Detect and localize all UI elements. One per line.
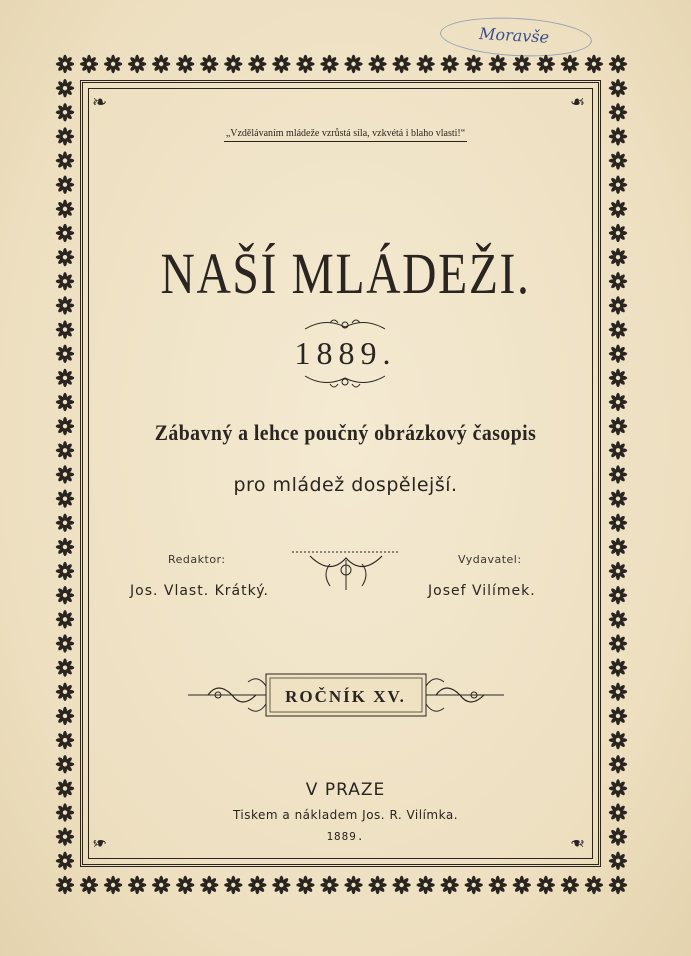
rosette-ornament [465,55,483,73]
rosette-ornament [176,876,194,894]
rosette-ornament [609,79,627,97]
city: V PRAZE [305,780,386,800]
rosette-ornament [609,755,627,773]
rosette-ornament [80,55,98,73]
rosette-ornament [561,55,579,73]
rosette-ornament [489,876,507,894]
rosette-ornament [104,876,122,894]
rosette-ornament [416,876,434,894]
rosette-ornament [609,562,627,580]
rosette-ornament [537,876,555,894]
rosette-ornament [609,200,627,218]
rosette-ornament [609,634,627,652]
rosette-ornament [272,876,290,894]
subtitle: Zábavný a lehce poučný obrázkový časopis [154,420,537,445]
rosette-ornament [56,151,74,169]
rosette-ornament [609,176,627,194]
rosette-ornament [609,852,627,870]
rosette-ornament [296,55,314,73]
rosette-ornament [609,586,627,604]
rosette-ornament [56,538,74,556]
rosette-ornament [56,852,74,870]
rosette-ornament [440,55,458,73]
corner-ornament-bottom-left: ❧ [92,832,108,853]
rosette-ornament [513,55,531,73]
rosette-ornament [128,55,146,73]
motto-text: „Vzdělávaním mládeže vzrůstá síla, vzkvétá i blaho vlasti!“ [224,128,467,142]
rosette-ornament [416,55,434,73]
rosette-ornament [56,176,74,194]
flourish-ornament-top [300,315,390,337]
corner-ornament-top-right: ❧ [570,92,586,113]
rosette-ornament [609,731,627,749]
rosette-ornament [609,538,627,556]
rosette-ornament [152,876,170,894]
rosette-ornament [368,876,386,894]
rosette-ornament [224,55,242,73]
rosette-ornament [152,55,170,73]
rosette-ornament [320,876,338,894]
rosette-ornament [176,55,194,73]
corner-ornament-top-left: ❧ [92,92,108,113]
editor-name: Jos. Vlast. Krátký. [130,583,269,599]
rosette-ornament [56,610,74,628]
rosette-ornament [320,55,338,73]
rosette-ornament [609,393,627,411]
rosette-ornament [609,707,627,725]
rosette-ornament [80,876,98,894]
rosette-ornament [344,876,362,894]
rosette-ornament [609,55,627,73]
rosette-ornament [248,876,266,894]
rosette-ornament [585,876,603,894]
rosette-ornament [513,876,531,894]
rosette-ornament [609,514,627,532]
rosette-ornament [465,876,483,894]
rosette-ornament [609,103,627,121]
rosette-ornament [56,562,74,580]
rosette-ornament [368,55,386,73]
subtitle-line2: pro mládež dospělejší. [233,474,458,496]
rosette-ornament [296,876,314,894]
publisher-label: Vydavatel: [458,553,522,566]
rosette-ornament [56,876,74,894]
rosette-ornament [56,200,74,218]
editor-label: Redaktor: [168,553,226,566]
motto [0,128,691,139]
rosette-ornament [585,55,603,73]
rosette-ornament [56,55,74,73]
rosette-ornament [56,634,74,652]
handwritten-note: Moravše [478,24,550,47]
rosette-ornament [56,514,74,532]
rosette-ornament [56,79,74,97]
rosette-ornament [128,876,146,894]
rosette-ornament [224,876,242,894]
rosette-ornament [56,731,74,749]
flourish-ornament-bottom [300,370,390,392]
center-ornament [290,546,402,596]
rosette-ornament [609,658,627,676]
rosette-ornament [392,876,410,894]
publisher-name: Josef Vilímek. [428,583,536,599]
rosette-ornament [440,876,458,894]
rosette-ornament [104,55,122,73]
rosette-ornament [609,876,627,894]
rosette-ornament [344,55,362,73]
rosette-ornament [200,55,218,73]
rosette-ornament [56,103,74,121]
rosette-ornament [537,55,555,73]
year: 1889. [294,335,397,371]
rosette-ornament [56,755,74,773]
volume-number: ROČNÍK XV. [285,687,406,706]
page-title: NAŠÍ MLÁDEŽI. [160,241,531,306]
rosette-ornament [248,55,266,73]
corner-ornament-bottom-right: ❧ [570,832,586,853]
rosette-ornament [609,151,627,169]
rosette-ornament [489,55,507,73]
rosette-ornament [56,707,74,725]
rosette-ornament [56,393,74,411]
rosette-ornament [200,876,218,894]
printer-line: Tiskem a nákladem Jos. R. Vilímka. [232,808,459,822]
rosette-ornament [272,55,290,73]
print-year: 1889. [326,830,365,843]
rosette-ornament [609,610,627,628]
rosette-ornament [561,876,579,894]
rosette-ornament [56,586,74,604]
rosette-ornament [56,658,74,676]
rosette-ornament [392,55,410,73]
